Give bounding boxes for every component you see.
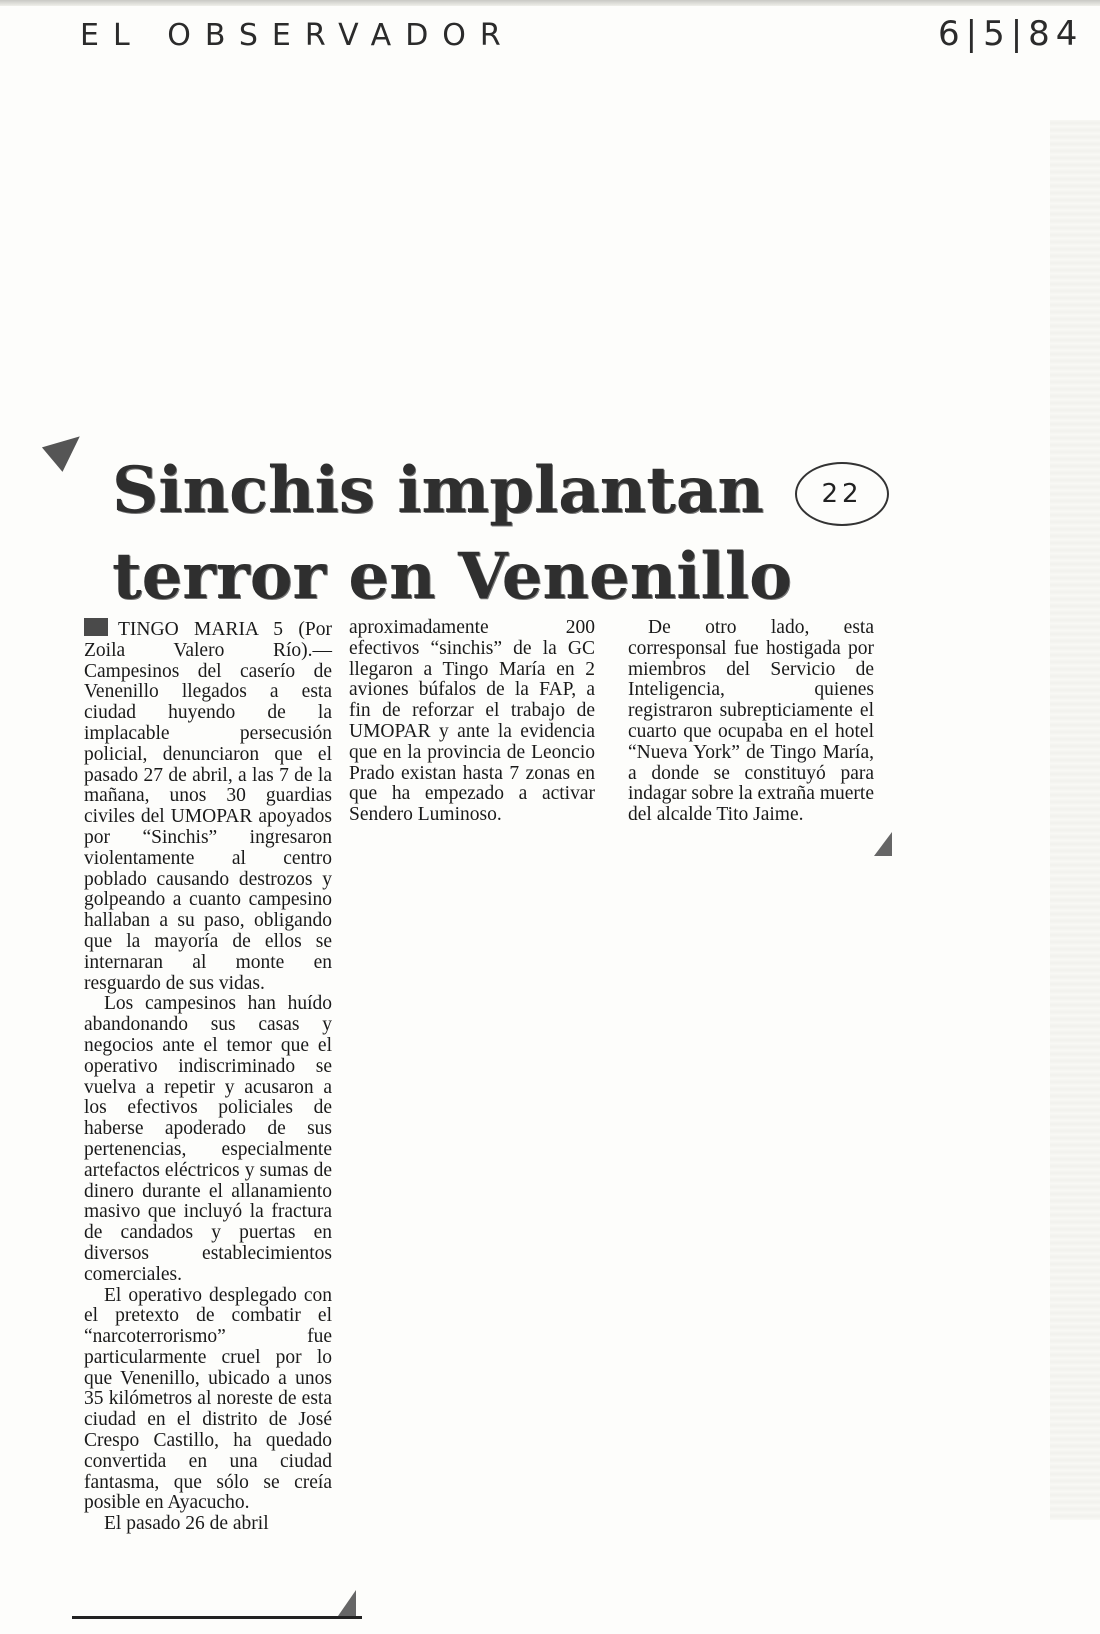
headline-corner-mark — [42, 424, 90, 472]
handwritten-newspaper-name: EL OBSERVADOR — [80, 18, 515, 53]
column-bottom-rule — [72, 1616, 362, 1619]
scan-edge-noise — [1050, 120, 1100, 1520]
article-headline: Sinchis implantan terror en Venenillo — [112, 453, 792, 614]
article-column-2 — [349, 618, 595, 826]
paragraph: De otro lado, esta corresponsal fue hostigada por miembros del Servicio de Inteligencia, quienes registraron subrepticiamente el cuarto que ocupaba en el hotel “Nueva York” de Tingo María, a donde se constituyó para indagar sobre la extraña muerte del alcalde Tito Jaime. — [628, 617, 874, 826]
dateline-bullet-icon — [84, 618, 108, 636]
paragraph: Los campesinos han huído abandonando sus casas y negocios ante el temor que el operativo indiscriminado se vuelva a repetir y acusaron a los efectivos policiales de haberse apoderado de sus pertenencias, especialmente artefactos eléctricos y sumas de dinero durante el allanamiento masivo que incluyó la fractura de candados y puertas en diversos establecimientos comerciales. — [84, 993, 332, 1285]
continue-mark-icon — [338, 1590, 356, 1616]
end-mark-icon — [874, 832, 892, 856]
paragraph: TINGO MARIA 5 (Por Zoila Valero Río).— Campesinos del caserío de Venenillo llegados a esta ciudad huyendo de la implacable persecusión policial, denunciaron que el pasado 27 de abril, a las 7 de la mañana, unos 30 guardias civiles del UMOPAR apoyados por “Sinchis” ingresaron violentamente al centro poblado causando destrozos y golpeando a cuanto campesino hallaban a su paso, obligando que la mayoría de ellos se internaran al monte en resguardo de sus vidas. — [84, 619, 332, 994]
paragraph: El pasado 26 de abril — [104, 1513, 269, 1535]
article-column-3 — [628, 618, 874, 826]
paragraph: El operativo desplegado con el pretexto de combatir el “narcoterrorismo” fue particularmente cruel por lo que Venenillo, ubicado a unos 35 kilómetros al noreste de esta ciudad en el distrito de José Crespo Castillo, ha quedado convertida en una ciudad fantasma, que sólo se creía posible en Ayacucho. — [84, 1284, 332, 1514]
handwritten-date: 6|5|84 — [938, 14, 1084, 54]
circled-number: 22 — [795, 462, 889, 526]
scan-top-edge — [0, 0, 1100, 6]
article-column-1 — [84, 618, 332, 1535]
paragraph: aproximadamente 200 efectivos “sinchis” de la GC llegaron a Tingo María en 2 aviones búfalos de la FAP, a fin de reforzar el trabajo de UMOPAR y ante la evidencia que en la provincia de Leoncio Prado existan hasta 7 zonas en que ha empezado a activar Sendero Luminoso. — [349, 617, 595, 826]
